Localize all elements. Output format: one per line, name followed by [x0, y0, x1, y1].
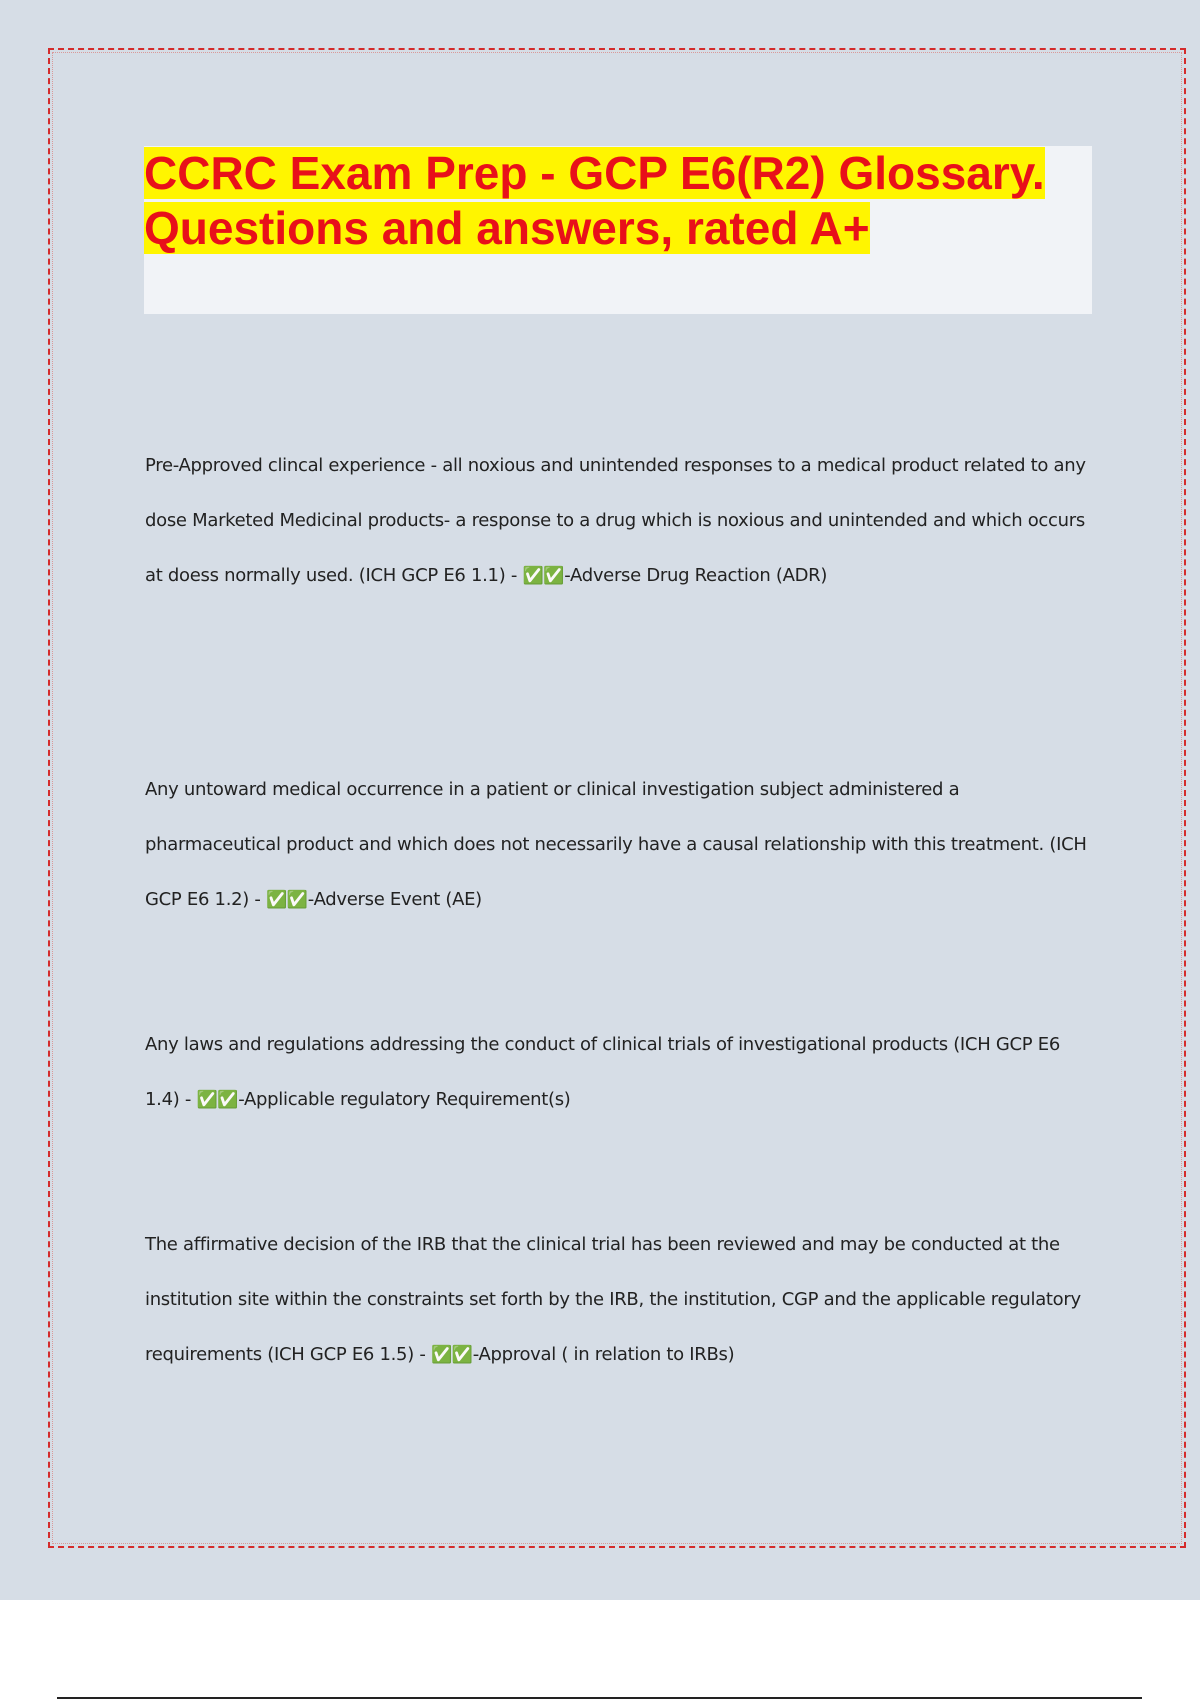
glossary-entry-2 [145, 762, 1095, 928]
title-highlight: CCRC Exam Prep - GCP E6(R2) Glossary. Questions and answers, rated A+ [144, 147, 1045, 254]
double-check-icon: ✅✅ [196, 1090, 239, 1110]
entry-2-question: Any untoward medical occurrence in a patient or clinical investigation subject administered a pharmaceutical product and which does not necessarily have a causal relationship with this treatment. (ICH GCP E6 1.2) - [145, 779, 1087, 910]
document-title [144, 146, 1074, 256]
double-check-icon: ✅✅ [430, 1345, 473, 1365]
entry-1-answer: -Adverse Drug Reaction (ADR) [564, 565, 828, 586]
glossary-entry-1 [145, 438, 1095, 604]
entry-4-answer: -Approval ( in relation to IRBs) [472, 1344, 735, 1365]
double-check-icon: ✅✅ [522, 566, 565, 586]
entry-3-answer: -Applicable regulatory Requirement(s) [238, 1089, 571, 1110]
glossary-entry-3 [145, 1017, 1095, 1128]
glossary-entry-4 [145, 1217, 1095, 1383]
entry-2-answer: -Adverse Event (AE) [307, 889, 482, 910]
entry-3-question: Any laws and regulations addressing the conduct of clinical trials of investigational products (ICH GCP E6 1.4) - [145, 1034, 1060, 1110]
footer-rule [57, 1697, 1142, 1699]
entry-1-question: Pre-Approved clincal experience - all noxious and unintended responses to a medical product related to any dose Marketed Medicinal products- a response to a drug which is noxious and unintended and which occurs at doess normally used. (ICH GCP E6 1.1) - [145, 455, 1086, 586]
entry-4-question: The affirmative decision of the IRB that the clinical trial has been reviewed and may be conducted at the institution site within the constraints set forth by the IRB, the institution, CGP and the applicable regulatory requirements (ICH GCP E6 1.5) - [145, 1234, 1081, 1365]
double-check-icon: ✅✅ [266, 890, 308, 910]
